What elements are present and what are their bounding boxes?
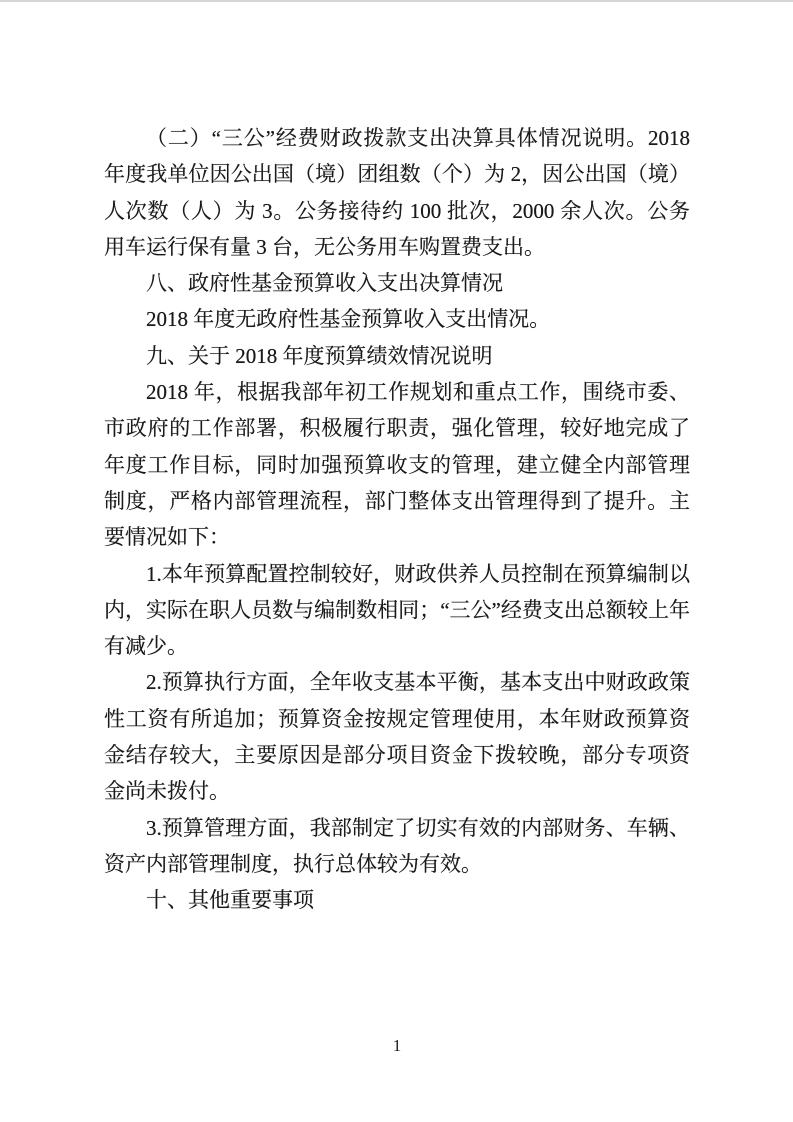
heading-section-nine-performance: 九、关于 2018 年度预算绩效情况说明	[146, 343, 493, 368]
para-performance-overview: 2018 年，根据我部年初工作规划和重点工作，围绕市委、市政府的工作部署，积极履行职责，强化管理，较好地完成了年度工作目标，同时加强预算收支的管理，建立健全内部管理制度，严格内部管理流程，部门整体支出管理得到了提升。主要情况如下：	[104, 380, 690, 550]
para-sangong-expense-detail: （二）“三公”经费财政拨款支出决算具体情况说明。2018 年度我单位因公出国（境）团组数（个）为 2，因公出国（境）人次数（人）为 3。公务接待约 100 批次，2000 余人次。公务用车运行保有量 3 台，无公务用车购置费支出。	[104, 126, 690, 259]
document-page-body	[104, 120, 690, 919]
heading-section-eight-gov-fund: 八、政府性基金预算收入支出决算情况	[146, 271, 503, 296]
para-point-3-budget-management: 3.预算管理方面，我部制定了切实有效的内部财务、车辆、资产内部管理制度，执行总体较为有效。	[104, 815, 690, 876]
scan-artifact-top-line	[0, 0, 793, 2]
para-point-1-budget-allocation: 1.本年预算配置控制较好，财政供养人员控制在预算编制以内，实际在职人员数与编制数相同；“三公”经费支出总额较上年有减少。	[104, 561, 690, 659]
page-number: 1	[392, 1036, 402, 1055]
para-point-2-budget-execution: 2.预算执行方面，全年收支基本平衡，基本支出中财政政策性工资有所追加；预算资金按规定管理使用，本年财政预算资金结存较大，主要原因是部分项目资金下拨较晚，部分专项资金尚未拨付。	[104, 670, 690, 804]
para-no-gov-fund-statement: 2018 年度无政府性基金预算收入支出情况。	[146, 307, 551, 332]
heading-section-ten-other-matters: 十、其他重要事项	[146, 888, 314, 913]
